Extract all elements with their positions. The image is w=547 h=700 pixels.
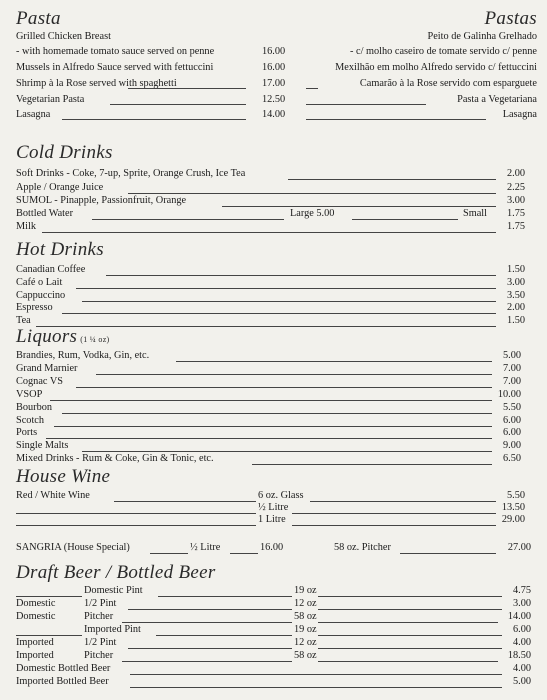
menu-item-price: 10.00 — [497, 389, 521, 400]
beer-heading: Draft Beer / Bottled Beer — [16, 562, 216, 583]
menu-item-name: Single Malts — [16, 440, 69, 451]
leader-line — [222, 206, 496, 207]
leader-line — [156, 635, 292, 636]
beer-origin: Domestic — [16, 611, 56, 622]
leader-line — [230, 553, 258, 554]
menu-item-name: Mixed Drinks - Rum & Coke, Gin & Tonic, etc. — [16, 453, 214, 464]
menu-item-price: 13.50 — [501, 502, 525, 513]
menu-item-price: 6.00 — [502, 415, 521, 426]
leader-line — [110, 104, 246, 105]
pasta-item-en: Vegetarian Pasta — [16, 94, 85, 105]
beer-size: 58 oz — [294, 650, 317, 661]
leader-line — [42, 232, 496, 233]
menu-item-name: Soft Drinks - Coke, 7-up, Sprite, Orange Crush, Ice Tea — [16, 168, 246, 179]
menu-item-size: Small — [463, 208, 488, 219]
menu-item-price: 4.00 — [512, 663, 531, 674]
menu-item-price: 4.00 — [512, 637, 531, 648]
leader-line — [46, 438, 492, 439]
menu-item-price: 5.50 — [502, 402, 521, 413]
menu-item-name: Canadian Coffee — [16, 264, 86, 275]
leader-line — [128, 88, 246, 89]
leader-line — [252, 464, 492, 465]
menu-item-price: 14.00 — [507, 611, 531, 622]
pasta-item-pt: Mexilhão em molho Alfredo servido c/ fettuccini — [335, 62, 537, 73]
leader-line — [82, 451, 492, 452]
pasta-item-price: 17.00 — [262, 78, 286, 89]
menu-item-price: 6.00 — [512, 624, 531, 635]
beer-type: Imported Pint — [84, 624, 141, 635]
sangria-half-price: 16.00 — [260, 542, 284, 553]
beer-origin: Domestic — [16, 598, 56, 609]
pasta-item-en: Shrimp à la Rose served with spaghetti — [16, 78, 177, 89]
menu-item-name: Bottled Water — [16, 208, 74, 219]
leader-line — [158, 596, 292, 597]
leader-line — [16, 635, 82, 636]
menu-item-name: Espresso — [16, 302, 53, 313]
leader-line — [318, 596, 502, 597]
pasta-item-pt: - c/ molho caseiro de tomate servido c/ penne — [350, 46, 537, 57]
beer-size: 58 oz — [294, 611, 317, 622]
liquors-note: (1 ¼ oz) — [80, 335, 110, 344]
pasta-heading-en: Pasta — [16, 8, 61, 29]
leader-line — [130, 674, 502, 675]
menu-item-name: Cognac VS — [16, 376, 64, 387]
menu-item-name: Red / White Wine — [16, 490, 90, 501]
pasta-heading-pt: Pastas — [484, 8, 537, 29]
sangria-half-size: ½ Litre — [190, 542, 221, 553]
sangria-pitcher-size: 58 oz. Pitcher — [334, 542, 391, 553]
pasta-item-pt: Peito de Galinha Grelhado — [427, 31, 537, 42]
leader-line — [16, 513, 256, 514]
leader-line — [318, 648, 502, 649]
menu-item-name: SUMOL - Pinapple, Passionfruit, Orange — [16, 195, 187, 206]
leader-line — [318, 609, 502, 610]
beer-type: Pitcher — [84, 611, 114, 622]
beer-type: 1/2 Pint — [84, 637, 117, 648]
leader-line — [318, 635, 502, 636]
beer-type: Domestic Pint — [84, 585, 143, 596]
sangria-name: SANGRIA (House Special) — [16, 542, 130, 553]
leader-line — [306, 88, 318, 89]
leader-line — [122, 661, 292, 662]
menu-item-price: 5.00 — [512, 676, 531, 687]
leader-line — [306, 104, 426, 105]
menu-item-price: 5.50 — [506, 490, 525, 501]
leader-line — [96, 374, 492, 375]
menu-item-price: 18.50 — [507, 650, 531, 661]
menu-item-name: Café o Lait — [16, 277, 63, 288]
leader-line — [50, 400, 492, 401]
menu-item-price: 6.50 — [502, 453, 521, 464]
leader-line — [16, 525, 256, 526]
leader-line — [128, 648, 292, 649]
leader-line — [292, 513, 496, 514]
pasta-item-price: 14.00 — [262, 109, 286, 120]
liquors-heading — [16, 326, 110, 348]
leader-line — [92, 219, 284, 220]
leader-line — [306, 119, 486, 120]
liquors-title: Liquors — [16, 326, 78, 347]
menu-item-price: 4.75 — [512, 585, 531, 596]
beer-size: 19 oz — [294, 624, 317, 635]
leader-line — [318, 661, 498, 662]
menu-item-size: 6 oz. Glass — [258, 490, 304, 501]
menu-item-name: Brandies, Rum, Vodka, Gin, etc. — [16, 350, 150, 361]
pasta-item-price: 12.50 — [262, 94, 286, 105]
pasta-item-en: - with homemade tomato sauce served on penne — [16, 46, 215, 57]
beer-origin: Domestic Bottled Beer — [16, 663, 111, 674]
leader-line — [352, 219, 458, 220]
beer-type: 1/2 Pint — [84, 598, 117, 609]
menu-item-name: Tea — [16, 315, 31, 326]
menu-item-price: 1.50 — [506, 264, 525, 275]
leader-line — [16, 596, 82, 597]
leader-line — [310, 501, 496, 502]
menu-item-price: 7.00 — [502, 363, 521, 374]
leader-line — [82, 301, 496, 302]
menu-item-price: 3.00 — [506, 277, 525, 288]
leader-line — [114, 501, 256, 502]
pasta-item-en: Grilled Chicken Breast — [16, 31, 111, 42]
beer-origin: Imported — [16, 637, 54, 648]
pasta-item-pt: Camarão à la Rose servido com esparguete — [359, 78, 537, 89]
beer-origin: Imported — [16, 650, 54, 661]
beer-origin: Imported Bottled Beer — [16, 676, 109, 687]
menu-item-price: 2.25 — [506, 182, 525, 193]
menu-item-price: 1.75 — [506, 208, 525, 219]
leader-line — [106, 275, 496, 276]
menu-item-name: Ports — [16, 427, 38, 438]
menu-item-price: 6.00 — [502, 427, 521, 438]
menu-item-name: Scotch — [16, 415, 45, 426]
menu-item-price: 7.00 — [502, 376, 521, 387]
leader-line — [54, 426, 492, 427]
menu-item-price: 29.00 — [501, 514, 525, 525]
menu-item-price: 2.00 — [506, 302, 525, 313]
menu-item-price: 1.50 — [506, 315, 525, 326]
leader-line — [176, 361, 492, 362]
leader-line — [62, 313, 496, 314]
leader-line — [128, 609, 292, 610]
menu-item-price: 2.00 — [506, 168, 525, 179]
menu-item-size: ½ Litre — [258, 502, 289, 513]
menu-item-name: Milk — [16, 221, 37, 232]
leader-line — [76, 387, 492, 388]
beer-size: 12 oz — [294, 637, 317, 648]
leader-line — [318, 622, 498, 623]
leader-line — [130, 687, 502, 688]
beer-type: Pitcher — [84, 650, 114, 661]
pasta-item-en: Lasagna — [16, 109, 51, 120]
leader-line — [62, 413, 492, 414]
pasta-item-pt: Lasagna — [502, 109, 537, 120]
beer-size: 12 oz — [294, 598, 317, 609]
leader-line — [122, 622, 292, 623]
menu-item-price: 5.00 — [502, 350, 521, 361]
menu-item-price: 3.00 — [512, 598, 531, 609]
menu-item-name: VSOP — [16, 389, 43, 400]
leader-line — [128, 193, 496, 194]
hot-drinks-heading: Hot Drinks — [16, 239, 104, 260]
menu-item-price: 3.00 — [506, 195, 525, 206]
pasta-item-pt: Pasta a Vegetariana — [457, 94, 537, 105]
house-wine-heading: House Wine — [16, 466, 111, 487]
menu-item-name: Bourbon — [16, 402, 53, 413]
menu-item-size-price: Large 5.00 — [290, 208, 335, 219]
cold-drinks-heading: Cold Drinks — [16, 142, 113, 163]
menu-item-price: 3.50 — [506, 290, 525, 301]
sangria-pitcher-price: 27.00 — [507, 542, 531, 553]
leader-line — [400, 553, 496, 554]
leader-line — [292, 525, 496, 526]
beer-size: 19 oz — [294, 585, 317, 596]
menu-item-size: 1 Litre — [258, 514, 286, 525]
leader-line — [76, 288, 496, 289]
menu-item-price: 1.75 — [506, 221, 525, 232]
pasta-item-price: 16.00 — [262, 62, 286, 73]
menu-item-name: Apple / Orange Juice — [16, 182, 104, 193]
menu-item-price: 9.00 — [502, 440, 521, 451]
menu-item-name: Cappuccino — [16, 290, 66, 301]
leader-line — [150, 553, 188, 554]
menu-item-name: Grand Marnier — [16, 363, 78, 374]
pasta-item-en: Mussels in Alfredo Sauce served with fettuccini — [16, 62, 214, 73]
leader-line — [62, 119, 246, 120]
leader-line — [288, 179, 496, 180]
pasta-item-price: 16.00 — [262, 46, 286, 57]
